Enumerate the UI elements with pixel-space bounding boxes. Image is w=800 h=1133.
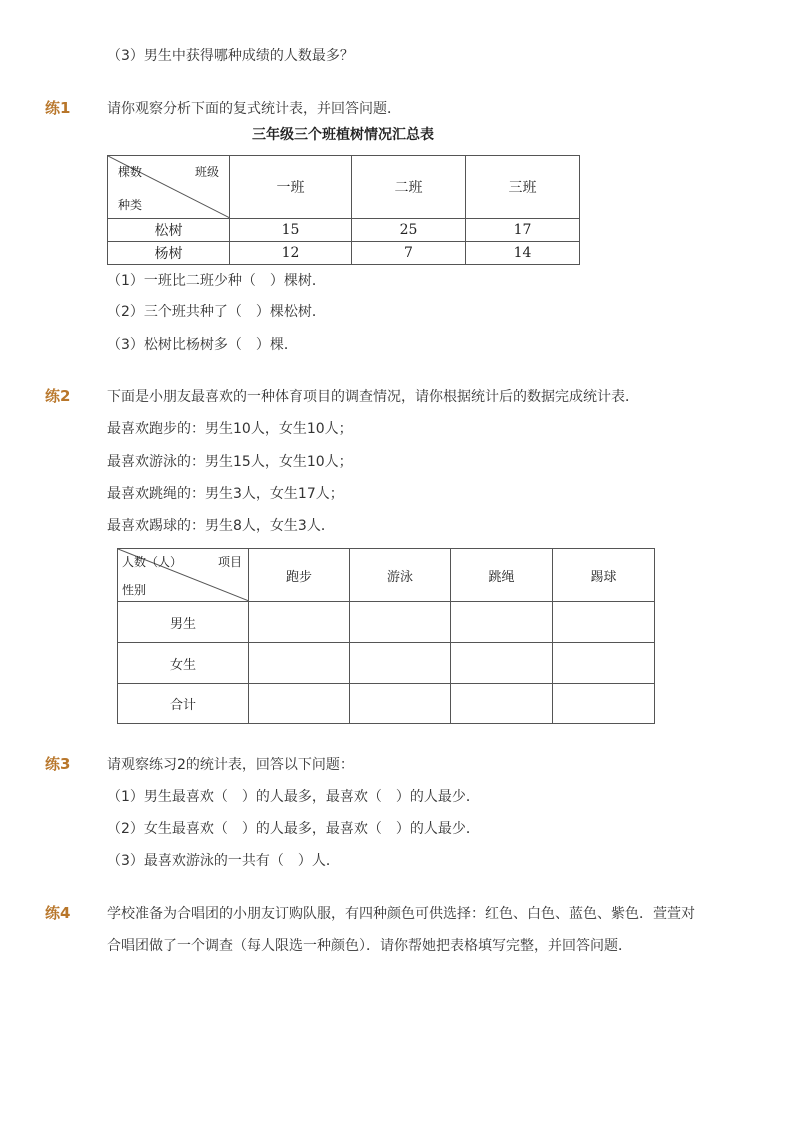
- table-corner-cell: [108, 156, 230, 219]
- empty-cell: [249, 684, 350, 724]
- table-header-row: [118, 549, 655, 602]
- exercise-1-prompt: 请你观察分析下面的复式统计表，并回答问题．: [107, 101, 401, 117]
- survey-fact: 最喜欢跳绳的：男生3人，女生17人；: [107, 486, 344, 502]
- table-cell: 12: [230, 242, 352, 265]
- table-corner-cell: [118, 549, 249, 602]
- empty-cell: [350, 602, 451, 643]
- survey-fact: 最喜欢游泳的：男生15人，女生10人；: [107, 454, 353, 470]
- empty-cell: [553, 643, 655, 684]
- exercise-2-label: 练2: [45, 387, 71, 405]
- survey-fact: 最喜欢跑步的：男生10人，女生10人；: [107, 421, 353, 437]
- table-row: [108, 219, 580, 242]
- exercise-4-text: 合唱团做了一个调查（每人限选一种颜色）．请你帮她把表格填写完整，并回答问题．: [107, 938, 632, 954]
- corner-label-count: 人数（人）: [122, 555, 183, 569]
- corner-label-gender: 性别: [122, 583, 147, 597]
- empty-cell: [553, 684, 655, 724]
- empty-cell: [451, 602, 553, 643]
- row-header: 杨树: [108, 242, 230, 265]
- question-top: （3）男生中获得哪种成绩的人数最多？: [107, 48, 354, 64]
- sports-survey-table: [117, 548, 655, 724]
- column-header: 踢球: [553, 549, 655, 602]
- column-header: 游泳: [350, 549, 451, 602]
- column-header: 二班: [352, 156, 466, 219]
- table-cell: 14: [466, 242, 580, 265]
- column-header: 跑步: [249, 549, 350, 602]
- exercise-3-prompt: 请观察练习2的统计表，回答以下问题：: [107, 757, 354, 773]
- table-row: [118, 602, 655, 643]
- exercise-3-question: （1）男生最喜欢（ ）的人最多，最喜欢（ ）的人最少．: [107, 789, 480, 805]
- exercise-1-question: （2）三个班共种了（ ）棵松树．: [107, 304, 326, 320]
- table-cell: 17: [466, 219, 580, 242]
- row-header: 松树: [108, 219, 230, 242]
- exercise-3-label: 练3: [45, 755, 71, 773]
- table-row: [108, 242, 580, 265]
- table-cell: 15: [230, 219, 352, 242]
- exercise-4-label: 练4: [45, 904, 71, 922]
- table-header-row: [108, 156, 580, 219]
- row-header: 合计: [118, 684, 249, 724]
- exercise-3-question: （2）女生最喜欢（ ）的人最多，最喜欢（ ）的人最少．: [107, 821, 480, 837]
- exercise-1-table-title: 三年级三个班植树情况汇总表: [252, 127, 434, 143]
- exercise-1-question: （1）一班比二班少种（ ）棵树．: [107, 273, 326, 289]
- table-row: [118, 643, 655, 684]
- corner-label-class: 班级: [194, 165, 219, 179]
- empty-cell: [553, 602, 655, 643]
- empty-cell: [451, 684, 553, 724]
- table-cell: 25: [352, 219, 466, 242]
- corner-label-type: 种类: [118, 198, 143, 212]
- exercise-3-question: （3）最喜欢游泳的一共有（ ）人．: [107, 853, 340, 869]
- table-cell: 7: [352, 242, 466, 265]
- exercise-1-label: 练1: [45, 99, 71, 117]
- corner-label-count: 棵数: [118, 165, 143, 179]
- row-header: 女生: [118, 643, 249, 684]
- corner-label-item: 项目: [217, 555, 242, 569]
- survey-fact: 最喜欢踢球的：男生8人，女生3人．: [107, 518, 335, 534]
- table-row: [118, 684, 655, 724]
- column-header: 跳绳: [451, 549, 553, 602]
- column-header: 三班: [466, 156, 580, 219]
- row-header: 男生: [118, 602, 249, 643]
- empty-cell: [350, 643, 451, 684]
- exercise-4-text: 学校准备为合唱团的小朋友订购队服，有四种颜色可供选择：红色、白色、蓝色、紫色．萱萱对: [107, 906, 695, 922]
- exercise-2-prompt: 下面是小朋友最喜欢的一种体育项目的调查情况，请你根据统计后的数据完成统计表．: [107, 389, 639, 405]
- empty-cell: [350, 684, 451, 724]
- column-header: 一班: [230, 156, 352, 219]
- empty-cell: [451, 643, 553, 684]
- empty-cell: [249, 602, 350, 643]
- exercise-1-question: （3）松树比杨树多（ ）棵．: [107, 337, 298, 353]
- tree-planting-table: [107, 155, 580, 265]
- empty-cell: [249, 643, 350, 684]
